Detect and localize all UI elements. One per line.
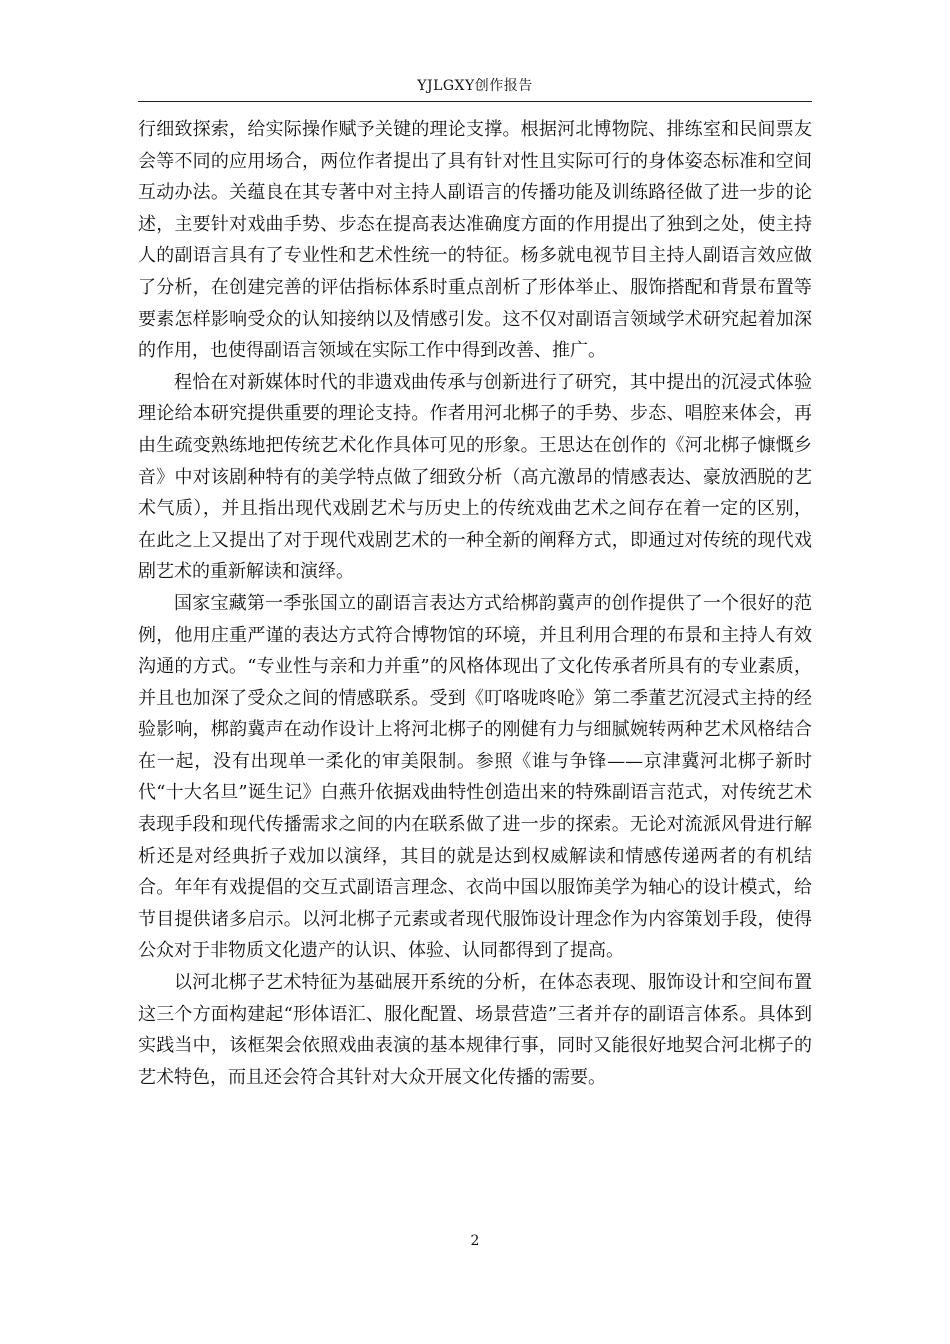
page-header-title: YJLGXY创作报告 xyxy=(417,78,533,94)
header-divider xyxy=(138,101,812,102)
paragraph: 以河北梆子艺术特征为基础展开系统的分析，在体态表现、服饰设计和空间布置这三个方面构建起“形体语汇、服化配置、场景营造”三者并存的副语言体系。具体到实践当中，该框架会依照戏曲表演的基本规律行事，同时又能很好地契合河北梆子的艺术特色，而且还会符合其针对大众开展文化传播的需要。 xyxy=(138,972,812,1088)
document-body xyxy=(138,114,812,1093)
page-number: 2 xyxy=(470,1233,480,1249)
paragraph-continuation: 行细致探索，给实际操作赋予关键的理论支撑。根据河北博物院、排练室和民间票友会等不同的应用场合，两位作者提出了具有针对性且实际可行的身体姿态标准和空间互动办法。关蕴良在其专著中对主持人副语言的传播功能及训练路径做了进一步的论述，主要针对戏曲手势、步态在提高表达准确度方面的作用提出了独到之处，使主持人的副语言具有了专业性和艺术性统一的特征。杨多就电视节目主持人副语言效应做了分析，在创建完善的评估指标体系时重点剖析了形体举止、服饰搭配和背景布置等要素怎样影响受众的认知接纳以及情感引发。这不仅对副语言领域学术研究起着加深的作用，也使得副语言领域在实际工作中得到改善、推广。 xyxy=(138,119,812,362)
paragraph: 程恰在对新媒体时代的非遗戏曲传承与创新进行了研究，其中提出的沉浸式体验理论给本研究提供重要的理论支持。作者用河北梆子的手势、步态、唱腔来体会，再由生疏变熟练地把传统艺术化作具体可见的形象。王思达在创作的《河北梆子慷慨乡音》中对该剧种特有的美学特点做了细致分析（高亢激昂的情感表达、豪放洒脱的艺术气质），并且指出现代戏剧艺术与历史上的传统戏曲艺术之间存在着一定的区别，在此之上又提出了对于现代戏剧艺术的一种全新的阐释方式，即通过对传统的现代戏剧艺术的重新解读和演绎。 xyxy=(138,371,812,583)
paragraph: 国家宝藏第一季张国立的副语言表达方式给梆韵冀声的创作提供了一个很好的范例，他用庄重严谨的表达方式符合博物馆的环境，并且利用合理的布景和主持人有效沟通的方式。“专业性与亲和力并重”的风格体现出了文化传承者所具有的专业素质，并且也加深了受众之间的情感联系。受到《叮咯咙咚呛》第二季董艺沉浸式主持的经验影响，梆韵冀声在动作设计上将河北梆子的刚健有力与细腻婉转两种艺术风格结合在一起，没有出现单一柔化的审美限制。参照《谁与争锋——京津冀河北梆子新时代“十大名旦”诞生记》白燕升依据戏曲特性创造出来的特殊副语言范式，对传统艺术表现手段和现代传播需求之间的内在联系做了进一步的探索。无论对流派风骨进行解析还是对经典折子戏加以演绎，其目的就是达到权威解读和情感传递两者的有机结合。年年有戏提倡的交互式副语言理念、衣尚中国以服饰美学为轴心的设计模式，给节目提供诸多启示。以河北梆子元素或者现代服饰设计理念作为内容策划手段，使得公众对于非物质文化遗产的认识、体验、认同都得到了提高。 xyxy=(138,592,812,962)
